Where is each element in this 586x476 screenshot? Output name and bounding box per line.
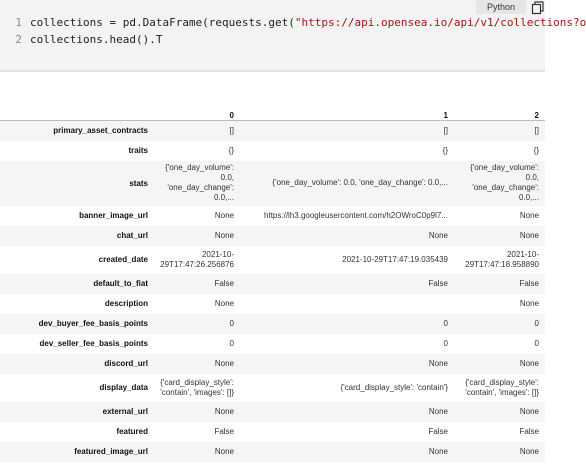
table-cell: {'card_display_style': 'contain', 'images': []} (465, 377, 539, 397)
table-cell: {'card_display_style': 'contain'} (340, 382, 448, 392)
table-cell: False (214, 278, 234, 288)
index-header (0, 100, 154, 121)
column-header: 1 (240, 100, 454, 121)
table-cell: False (214, 426, 234, 436)
table-row (0, 442, 545, 462)
table-cell: None (214, 358, 234, 368)
table-row (0, 161, 545, 206)
table-cell: None (519, 406, 539, 416)
table-cell: False (428, 278, 448, 288)
table-cell: {} (228, 145, 234, 155)
column-header: 0 (154, 100, 240, 121)
table-cell: {'one_day_volume': 0.0, 'one_day_change': 0.0,... (165, 163, 234, 202)
code-token: collections.head().T (30, 33, 163, 46)
language-label[interactable]: Python (476, 0, 526, 14)
row-index-label: traits (128, 146, 148, 155)
dataframe-table (0, 100, 545, 462)
code-string-token: "https://api.opensea.io/api/v1/collections?o (294, 16, 586, 29)
table-row (0, 246, 545, 274)
table-cell: None (428, 406, 448, 416)
table-cell: {'one_day_volume': 0.0, 'one_day_change': 0.0,... (272, 178, 448, 187)
row-index-label: featured_image_url (74, 447, 148, 456)
table-cell: None (214, 230, 234, 240)
column-header-row (0, 100, 545, 121)
table-cell: 0 (534, 318, 539, 328)
table-cell: None (214, 298, 234, 308)
table-row (0, 402, 545, 422)
table-cell: False (519, 278, 539, 288)
table-row (0, 422, 545, 442)
table-cell: {'card_display_style': 'contain', 'images': []} (160, 377, 234, 397)
table-cell (240, 294, 454, 314)
table-cell: None (428, 358, 448, 368)
line-number: 2 (15, 33, 22, 46)
row-index-label: description (104, 299, 148, 308)
table-cell: https://lh3.googleusercontent.com/h2OWroC0p9l7... (264, 210, 448, 220)
table-row (0, 226, 545, 246)
table-cell: [] (534, 125, 539, 135)
dataframe-body (0, 121, 545, 462)
table-cell: 2021-10-29T17:47:26.256876 (160, 249, 234, 269)
table-cell: None (519, 298, 539, 308)
table-cell: None (519, 446, 539, 456)
table-cell: {} (442, 145, 448, 155)
table-cell: None (428, 230, 448, 240)
table-cell: None (519, 210, 539, 220)
row-index-label: dev_seller_fee_basis_points (39, 339, 148, 348)
row-index-label: discord_url (104, 359, 148, 368)
table-cell: [] (229, 125, 234, 135)
table-cell: 0 (443, 318, 448, 328)
table-cell: False (519, 426, 539, 436)
table-cell: {'one_day_volume': 0.0, 'one_day_change': 0.0,... (470, 163, 539, 202)
table-cell: 0 (229, 318, 234, 328)
table-cell: 2021-10-29T17:47:18.958890 (465, 249, 539, 269)
table-cell: 2021-10-29T17:47:19.035439 (342, 254, 448, 264)
table-row (0, 294, 545, 314)
cell-output (0, 100, 545, 476)
row-index-label: dev_buyer_fee_basis_points (38, 319, 148, 328)
row-index-label: banner_image_url (79, 211, 148, 220)
table-cell: 0 (229, 338, 234, 348)
table-row (0, 334, 545, 354)
table-cell: None (214, 446, 234, 456)
row-index-label: external_url (102, 407, 148, 416)
row-index-label: stats (129, 178, 148, 188)
table-row (0, 374, 545, 402)
table-row (0, 141, 545, 161)
table-cell: None (214, 210, 234, 220)
row-index-label: default_to_fiat (93, 279, 148, 288)
copy-icon[interactable] (531, 1, 545, 14)
table-cell: None (428, 446, 448, 456)
row-index-label: primary_asset_contracts (53, 126, 148, 136)
table-cell: None (519, 358, 539, 368)
row-index-label: created_date (98, 255, 148, 264)
table-row (0, 274, 545, 294)
table-cell: {} (533, 145, 539, 155)
table-cell: [] (443, 125, 448, 135)
table-row (0, 206, 545, 226)
line-number: 1 (15, 16, 22, 29)
table-cell: None (519, 230, 539, 240)
table-cell: None (214, 406, 234, 416)
table-cell: 0 (534, 338, 539, 348)
column-header: 2 (454, 100, 545, 121)
code-token: collections = pd.DataFrame(requests.get( (30, 16, 295, 29)
row-index-label: display_data (99, 383, 148, 392)
code-editor[interactable] (0, 14, 586, 48)
code-line[interactable] (0, 31, 545, 48)
table-cell: 0 (443, 338, 448, 348)
cell-divider (0, 70, 545, 72)
code-line[interactable] (0, 14, 586, 31)
table-row (0, 354, 545, 374)
row-index-label: featured (116, 427, 148, 436)
table-row (0, 121, 545, 141)
table-row (0, 314, 545, 334)
row-index-label: chat_url (116, 231, 148, 240)
code-cell[interactable] (0, 0, 586, 70)
table-cell: False (428, 426, 448, 436)
